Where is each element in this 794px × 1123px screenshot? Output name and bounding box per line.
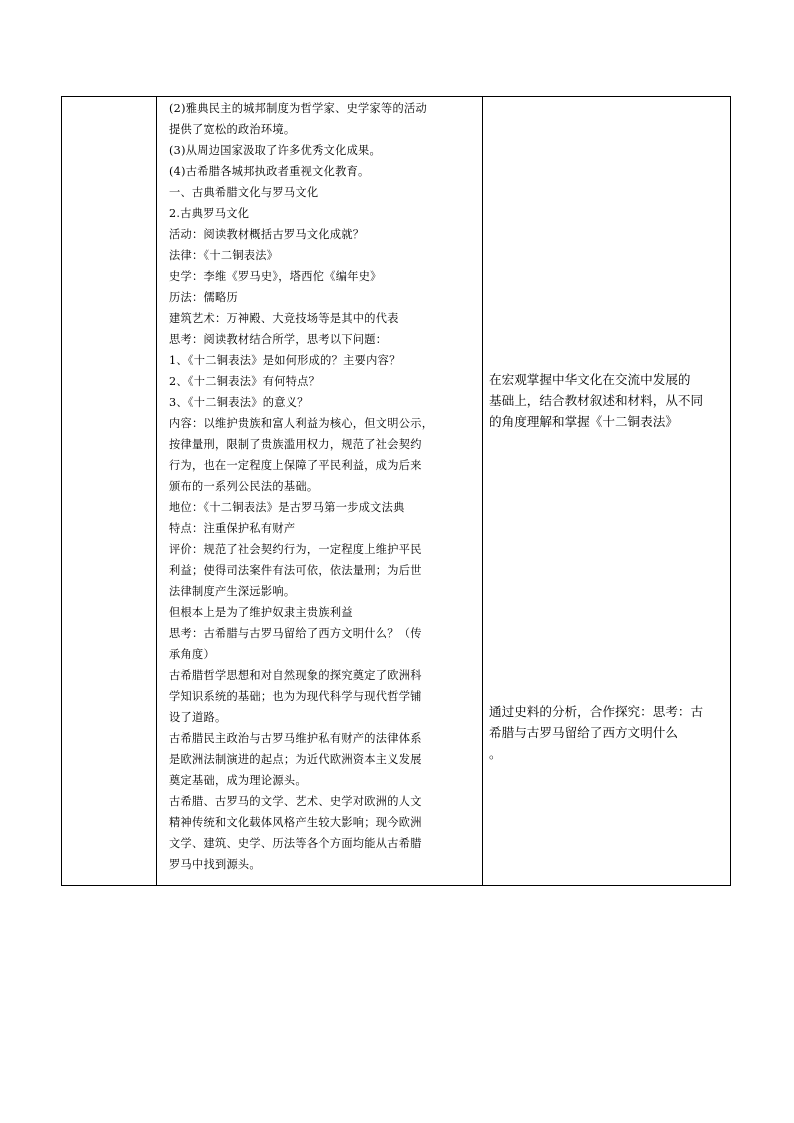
column-divider-1 <box>156 97 157 885</box>
content-line: 内容：以维护贵族和富人利益为核心，但文明公示， <box>169 417 434 430</box>
content-line: 建筑艺术：万神殿、大竞技场等是其中的代表 <box>169 312 399 325</box>
column-divider-2 <box>482 97 483 885</box>
content-line: 法律制度产生深远影响。 <box>169 585 296 598</box>
content-line: 史学：李维《罗马史》，塔西佗《编年史》 <box>169 270 382 283</box>
content-line: 2、《十二铜表法》有何特点？ <box>169 375 321 388</box>
content-line: 3、《十二铜表法》的意义？ <box>169 396 309 409</box>
content-line: 2.古典罗马文化 <box>169 207 250 220</box>
content-line: 承角度） <box>169 648 215 661</box>
teaching-content-cell <box>163 97 481 875</box>
content-line: 地位：《十二铜表法》是古罗马第一步成文法典 <box>169 501 405 514</box>
content-line: 思考：阅读教材结合所学，思考以下问题： <box>169 333 388 346</box>
content-line: 特点：注重保护私有财产 <box>169 522 296 535</box>
design-intent-note-2 <box>489 701 729 764</box>
content-line: 古希腊、古罗马的文学、艺术、史学对欧洲的人文 <box>169 795 422 808</box>
content-line: 利益；使得司法案件有法可依，依法量刑；为后世 <box>169 564 422 577</box>
content-line: 按律量刑，限制了贵族滥用权力，规范了社会契约 <box>169 438 422 451</box>
content-line: 活动：阅读教材概括古罗马文化成就？ <box>169 228 365 241</box>
note-line: 的角度理解和掌握《十二铜表法》 <box>489 414 678 429</box>
note-line: 基础上，结合教材叙述和材料，从不同 <box>489 393 704 408</box>
content-line: 但根本上是为了维护奴隶主贵族利益 <box>169 606 353 619</box>
content-line: (3)从周边国家汲取了许多优秀文化成果。 <box>169 144 382 157</box>
content-line: 行为，也在一定程度上保障了平民利益，成为后来 <box>169 459 422 472</box>
lesson-table <box>61 96 731 886</box>
content-line: 奠定基础，成为理论源头。 <box>169 774 307 787</box>
note-line: 。 <box>489 746 502 761</box>
content-line: 历法：儒略历 <box>169 291 238 304</box>
content-line: (2)雅典民主的城邦制度为哲学家、史学家等的活动 <box>169 102 427 115</box>
note-line: 通过史料的分析，合作探究：思考：古 <box>489 704 704 719</box>
content-line: 设了道路。 <box>169 711 227 724</box>
content-line: 罗马中找到源头。 <box>169 858 261 871</box>
content-line: (4)古希腊各城邦执政者重视文化教育。 <box>169 165 370 178</box>
content-line: 精神传统和文化载体风格产生较大影响；现今欧洲 <box>169 816 422 829</box>
content-line: 1、《十二铜表法》是如何形成的？主要内容？ <box>169 354 401 367</box>
content-line: 古希腊民主政治与古罗马维护私有财产的法律体系 <box>169 732 422 745</box>
content-line: 思考：古希腊与古罗马留给了西方文明什么？（传 <box>169 627 422 640</box>
content-line: 是欧洲法制演进的起点；为近代欧洲资本主义发展 <box>169 753 422 766</box>
note-line: 在宏观掌握中华文化在交流中发展的 <box>489 372 691 387</box>
note-line: 希腊与古罗马留给了西方文明什么 <box>489 725 678 740</box>
content-line: 颁布的一系列公民法的基础。 <box>169 480 319 493</box>
content-line: 评价：规范了社会契约行为，一定程度上维护平民 <box>169 543 422 556</box>
content-line: 学知识系统的基础；也为为现代科学与现代哲学铺 <box>169 690 422 703</box>
content-line: 法律：《十二铜表法》 <box>169 249 279 262</box>
content-line: 一、古典希腊文化与罗马文化 <box>169 186 319 199</box>
content-line: 提供了宽松的政治环境。 <box>169 123 296 136</box>
content-line: 文学、建筑、史学、历法等各个方面均能从古希腊 <box>169 837 422 850</box>
design-intent-note-1 <box>489 369 729 432</box>
content-line: 古希腊哲学思想和对自然现象的探究奠定了欧洲科 <box>169 669 422 682</box>
